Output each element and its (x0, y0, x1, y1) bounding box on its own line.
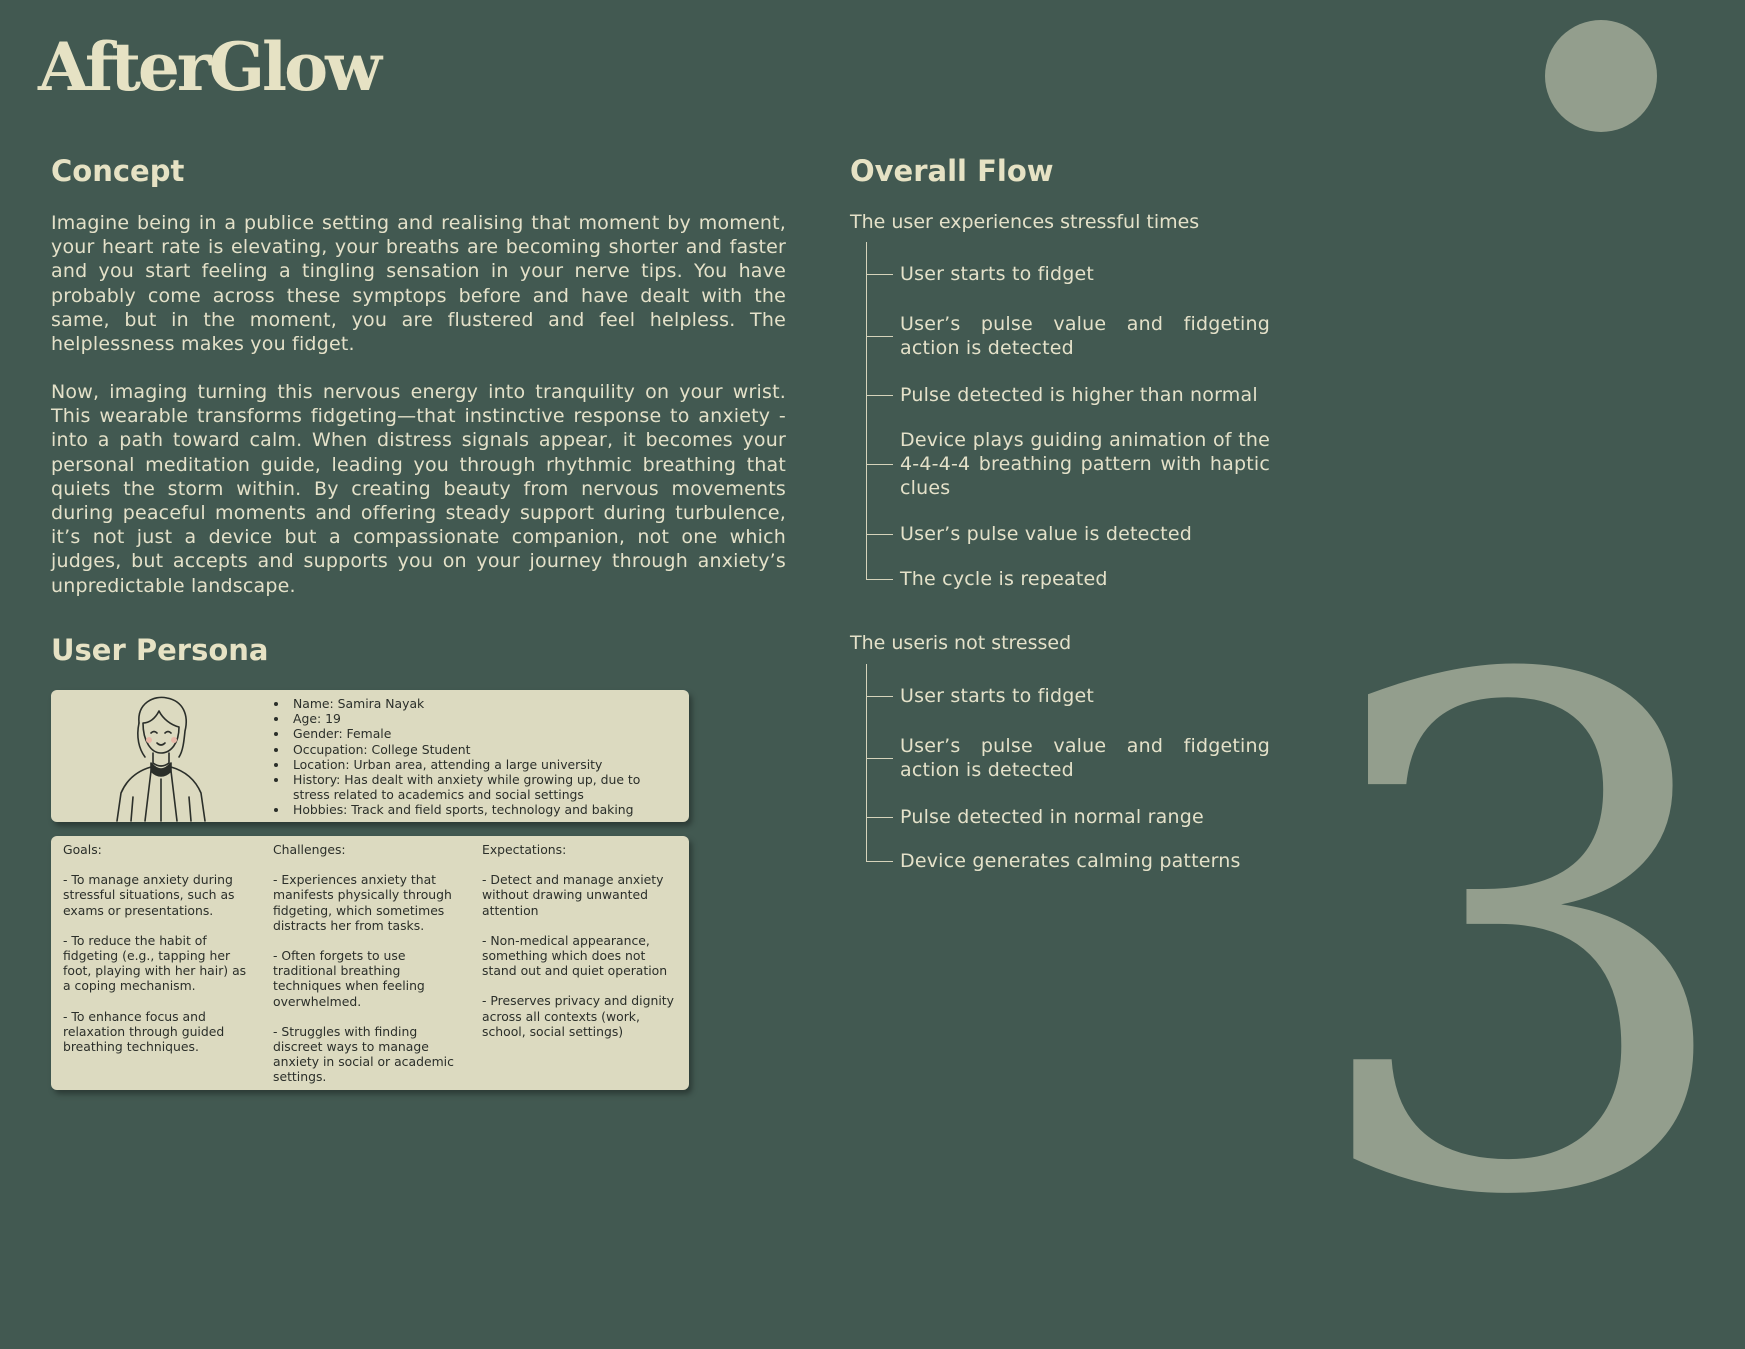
persona-occupation: • Occupation: College Student (289, 742, 679, 757)
flow-connector (866, 696, 893, 697)
flow-calm-steps (866, 664, 1270, 872)
flow-step: User’s pulse value and fidgeting action is detected (900, 735, 1270, 781)
flow-connector (866, 274, 893, 275)
persona-name: • Name: Samira Nayak (289, 696, 679, 711)
persona-needs-card (51, 836, 689, 1090)
goal-item: - To reduce the habit of fidgeting (e.g., tapping her foot, playing with her hair) as a coping mechanism. (63, 932, 247, 994)
expectation-item: - Non-medical appearance, something which does not stand out and quiet operation (482, 932, 668, 979)
flow-connector (866, 758, 893, 759)
goal-item: - To enhance focus and relaxation through guided breathing techniques. (63, 1008, 225, 1055)
flow-stressed-steps (866, 242, 1270, 590)
persona-hobbies: • Hobbies: Track and field sports, technology and baking (289, 802, 679, 817)
flow-step: Device plays guiding animation of the 4-4-4-4 breathing pattern with haptic clues (900, 429, 1270, 499)
persona-location: • Location: Urban area, attending a large university (289, 757, 679, 772)
decorative-circle (1545, 20, 1657, 132)
flow-connector (866, 579, 893, 580)
flow-connector (866, 464, 893, 465)
persona-details (271, 696, 679, 818)
expectation-item: - Preserves privacy and dignity across all contexts (work, school, social settings) (482, 993, 674, 1039)
flow-stressed-title: The user experiences stressful times (850, 211, 1200, 233)
logo: AfterGlow (38, 28, 379, 106)
flow-connector (866, 861, 893, 862)
challenges-title: Challenges: (273, 842, 346, 857)
persona-profile-card (51, 690, 689, 822)
flow-step: The cycle is repeated (900, 568, 1108, 590)
flow-heading: Overall Flow (850, 154, 1054, 188)
flow-step: Pulse detected in normal range (900, 806, 1204, 828)
expectations-column (482, 842, 674, 1054)
flow-connector (866, 534, 893, 535)
goals-column (63, 842, 255, 1069)
challenge-item: - Experiences anxiety that manifests physically through fidgeting, which sometimes distracts her from tasks. (273, 872, 452, 933)
flow-step: Pulse detected is higher than normal (900, 384, 1258, 406)
concept-paragraph-1: Imagine being in a publice setting and realising that moment by moment, your heart rate is elevating, your breaths are becoming shorter and faster and you start feeling a tingling sensation in your nerve tips. You have probably come across these symptops before and have dealt with the same, but in the moment, you are flustered and feel helpless. The helplessness makes you fidget. (51, 212, 786, 356)
goals-title: Goals: (63, 842, 102, 857)
page-number: 3 (1300, 534, 1745, 1349)
goal-item: - To manage anxiety during stressful situations, such as exams or presentations. (63, 872, 235, 918)
flow-connector (866, 336, 893, 337)
avatar (109, 693, 209, 821)
persona-heading: User Persona (51, 633, 269, 667)
expectation-item: - Detect and manage anxiety without drawing unwanted attention (482, 872, 664, 918)
challenge-item: - Struggles with finding discreet ways to manage anxiety in social or academic settings. (273, 1023, 454, 1085)
flow-step: User starts to fidget (900, 263, 1095, 285)
flow-step: User’s pulse value is detected (900, 523, 1192, 545)
concept-heading: Concept (51, 154, 185, 188)
flow-connector (866, 817, 893, 818)
persona-age: • Age: 19 (289, 711, 679, 726)
flow-connector (866, 395, 893, 396)
persona-gender: • Gender: Female (289, 726, 679, 741)
concept-paragraph-2: Now, imaging turning this nervous energy into tranquility on your wrist. This wearable transforms fidgeting—that instinctive response to anxiety - into a path toward calm. When distress signals appear, it becomes your personal meditation guide, leading you through rhythmic breathing that quiets the storm within. By creating beauty from nervous movements during peaceful moments and offering steady support during turbulence, it’s not just a device but a compassionate companion, not one which judges, but accepts and supports you on your journey through anxiety’s unpredictable landscape. (51, 381, 786, 597)
flow-step: User’s pulse value and fidgeting action is detected (900, 313, 1270, 359)
flow-step: User starts to fidget (900, 685, 1095, 707)
challenge-item: - Often forgets to use traditional breathing techniques when feeling overwhelmed. (273, 948, 425, 1009)
expectations-title: Expectations: (482, 842, 567, 857)
flow-step: Device generates calming patterns (900, 850, 1241, 872)
persona-history: • History: Has dealt with anxiety while growing up, due to stress related to academics and social settings (289, 772, 679, 802)
flow-calm-title: The useris not stressed (850, 632, 1072, 654)
challenges-column (273, 842, 465, 1100)
